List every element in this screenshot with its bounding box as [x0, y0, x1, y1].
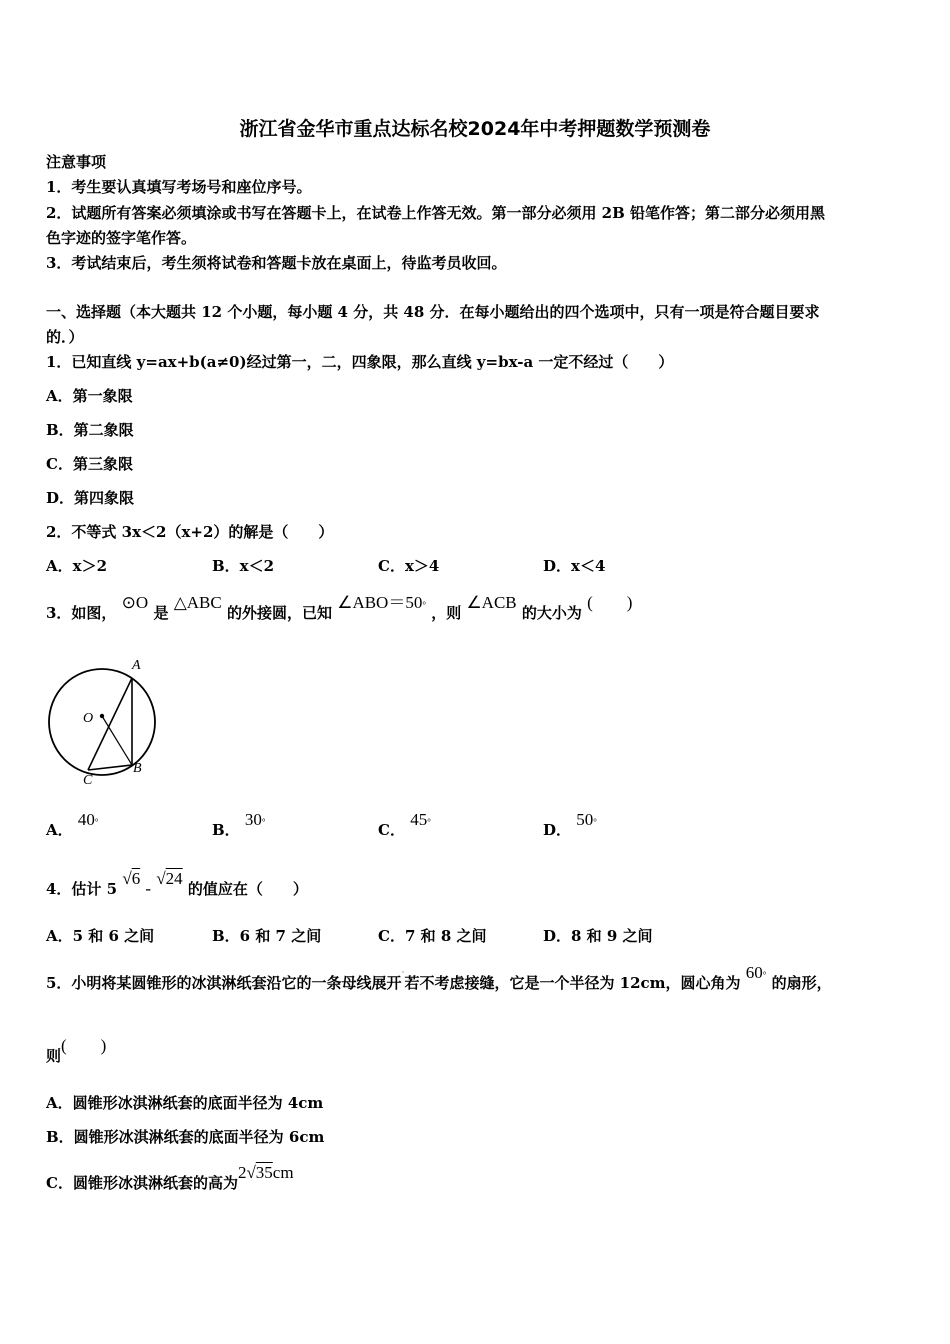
q3-option-b [212, 810, 266, 842]
q4-option-d: D．8 和 9 之间 [543, 927, 653, 945]
q5-option-c-coef: 2 [237, 1163, 247, 1182]
degree-mark: ° [94, 817, 99, 827]
q5-option-b: B．圆锥形冰淇淋纸套的底面半径为 6cm [46, 1128, 325, 1146]
q3-triangle: △ABC [173, 593, 222, 612]
point-o-label: O [83, 711, 94, 726]
degree-mark: ° [762, 970, 767, 980]
q3-text-5: 的大小为 [521, 604, 582, 622]
q4-radicand-1: 6 [131, 869, 141, 888]
q1-option-a: A．第一象限 [46, 387, 133, 405]
q5-then-text: 则 [46, 1047, 62, 1065]
notice-heading: 注意事项 [46, 153, 107, 171]
q5-paren: ( ) [61, 1036, 107, 1055]
q4-minus: - [145, 879, 152, 898]
q5-text-2: 若不考虑接缝，它是一个半径为 12cm，圆心角为 [404, 974, 741, 992]
point-b-label: B [133, 761, 142, 776]
q5-option-c-unit: cm [272, 1163, 294, 1182]
q3-circle-o: ⊙O [121, 593, 149, 612]
q4-text-1: 4．估计 5 [46, 880, 118, 898]
q5-then [46, 1036, 107, 1066]
q2-stem: 2．不等式 3x＜2（x+2）的解是（ ） [46, 523, 334, 541]
q3-option-b-label: B． [212, 821, 240, 839]
q3-option-a-label: A． [46, 821, 73, 839]
q5-tick-mark: ˙ [401, 970, 405, 980]
q3-option-d-value: 50 [576, 810, 594, 829]
q3-text-2: 是 [153, 604, 169, 622]
notice-item-2: 2．试题所有答案必须填涂或书写在答题卡上，在试卷上作答无效。第一部分必须用 2B 铅笔作答；第二部分必须用黑 [46, 204, 826, 222]
q1-option-b: B．第二象限 [46, 421, 134, 439]
q5-angle: 60 [745, 963, 763, 982]
q1-option-c: C．第三象限 [46, 455, 133, 473]
point-c-label: C [83, 773, 93, 788]
q1-stem: 1．已知直线 y=ax+b(a≠0)经过第一，二，四象限，那么直线 y=bx-a 一定不经过（ ） [46, 353, 674, 371]
q4-sqrt-24: √24 [156, 869, 183, 888]
q3-text-4: ，则 [431, 604, 462, 622]
q3-option-c [378, 810, 431, 842]
q4-stem [46, 869, 308, 899]
q5-option-c-text: C．圆锥形冰淇淋纸套的高为 [46, 1174, 238, 1192]
q5-option-c [46, 1163, 294, 1193]
q5-stem [46, 963, 832, 995]
point-a-label: A [132, 658, 141, 673]
q4-option-c: C．7 和 8 之间 [378, 927, 487, 945]
notice-item-1: 1．考生要认真填写考场号和座位序号。 [46, 178, 312, 196]
q3-option-a [46, 810, 99, 842]
q4-sqrt-6: √6 [122, 869, 141, 888]
q3-text-3: 的外接圆，已知 [226, 604, 332, 622]
q3-option-d [543, 810, 597, 842]
q5-option-c-sqrt: √35 [246, 1163, 273, 1182]
q4-option-a: A．5 和 6 之间 [46, 927, 155, 945]
degree-mark: ° [261, 817, 266, 827]
section-heading-cont: 的．） [46, 328, 84, 346]
q2-option-c: C．x＞4 [378, 557, 440, 575]
notice-item-2-cont: 色字迹的签字笔作答。 [46, 229, 197, 247]
q1-option-d: D．第四象限 [46, 489, 135, 507]
q3-option-b-value: 30 [244, 810, 262, 829]
section-heading: 一、选择题（本大题共 12 个小题，每小题 4 分，共 48 分．在每小题给出的四个选项中，只有一项是符合题目要求 [46, 303, 820, 321]
q3-option-a-value: 40 [77, 810, 95, 829]
q3-option-c-value: 45 [410, 810, 428, 829]
q3-text-1: 3．如图， [46, 604, 117, 622]
q3-option-c-label: C． [378, 821, 405, 839]
q4-option-b: B．6 和 7 之间 [212, 927, 322, 945]
q5-text-1: 5．小明将某圆锥形的冰淇淋纸套沿它的一条母线展开 [46, 974, 402, 992]
degree-mark: ° [427, 817, 431, 827]
q2-option-b: B．x＜2 [212, 557, 275, 575]
q3-option-d-label: D． [543, 821, 572, 839]
page-title: 浙江省金华市重点达标名校2024年中考押题数学预测卷 [239, 118, 711, 140]
q4-radicand-2: 24 [165, 869, 183, 888]
q2-option-d: D．x＜4 [543, 557, 606, 575]
q3-stem [46, 593, 633, 625]
q5-option-a: A．圆锥形冰淇淋纸套的底面半径为 4cm [46, 1094, 324, 1112]
q5-text-3: 的扇形， [771, 974, 832, 992]
degree-mark: ° [422, 600, 426, 610]
q3-angle-acb: ∠ACB [466, 593, 517, 612]
q3-angle-abo: ∠ABO＝50 [337, 593, 423, 612]
q2-option-a: A．x＞2 [46, 557, 108, 575]
q4-text-2: 的值应在（ ） [187, 880, 308, 898]
notice-item-3: 3．考试结束后，考生须将试卷和答题卡放在桌面上，待监考员收回。 [46, 254, 507, 272]
degree-mark: ° [593, 817, 597, 827]
q3-paren: ( ) [587, 593, 633, 612]
q5-option-c-radicand: 35 [255, 1163, 273, 1182]
q3-figure [40, 650, 170, 790]
